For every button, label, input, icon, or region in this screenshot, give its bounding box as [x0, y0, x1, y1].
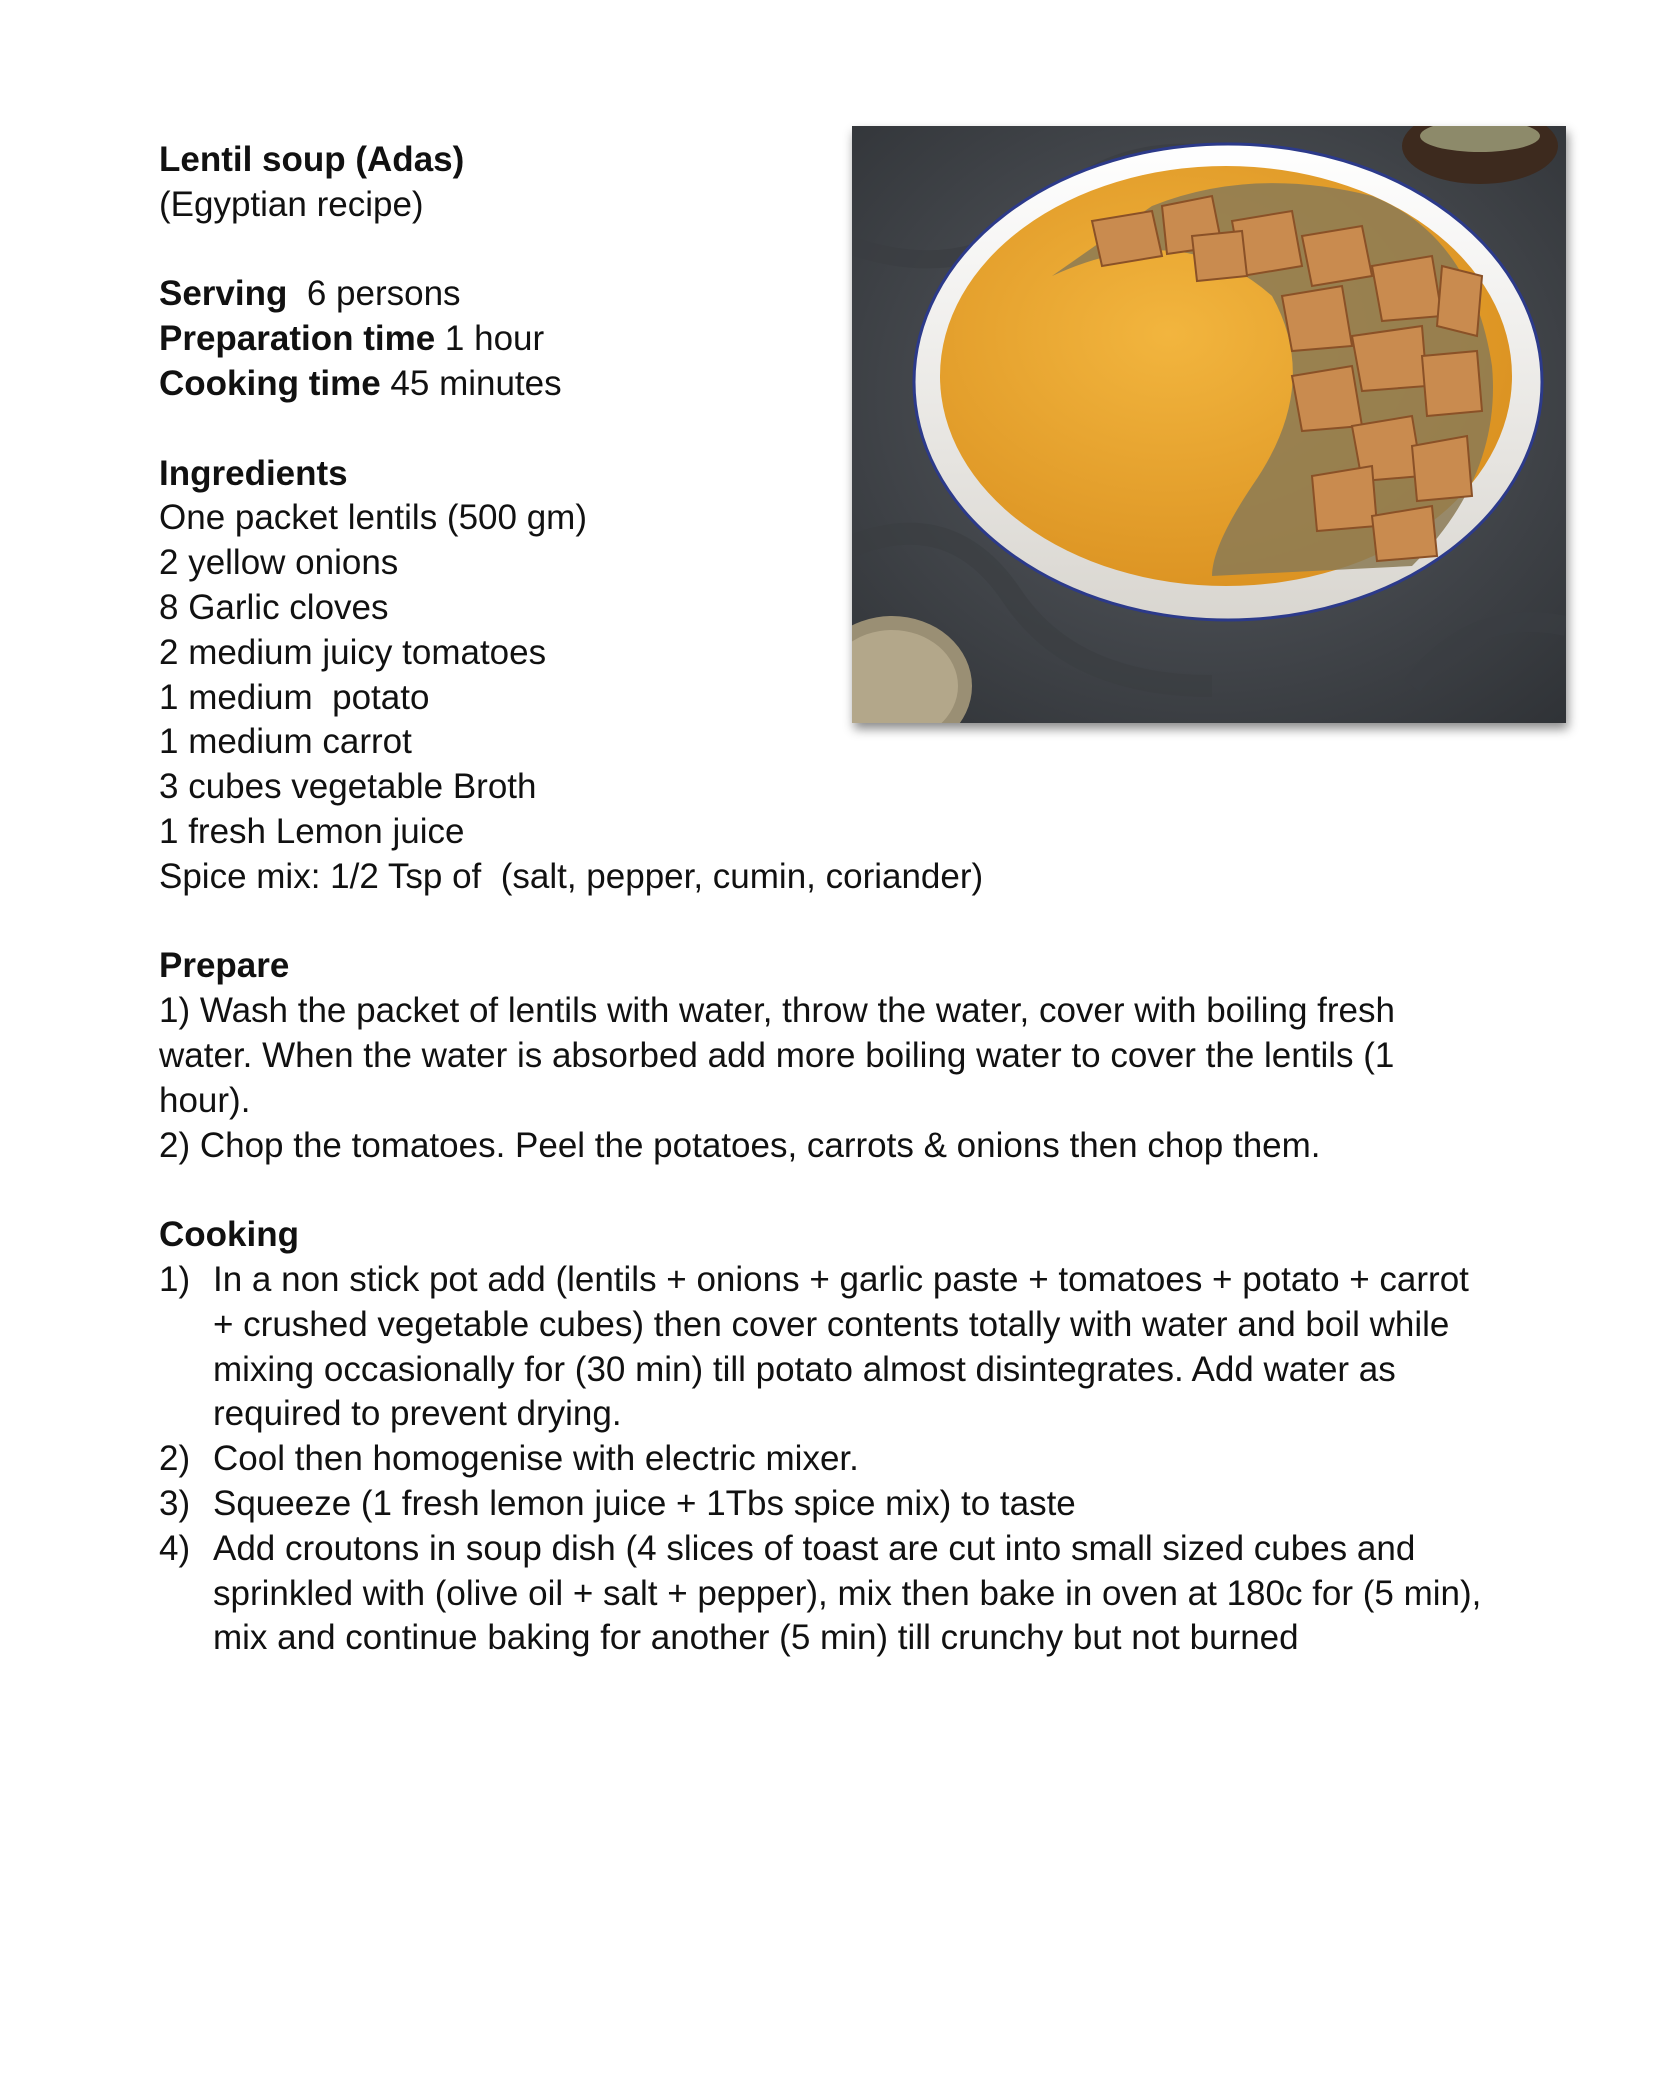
ingredients-heading: Ingredients [159, 453, 348, 493]
meta-serving: Serving 6 persons [159, 274, 461, 314]
ingredient-item: 2 yellow onions [159, 543, 399, 583]
ingredient-item: 1 medium carrot [159, 722, 412, 762]
cooking-step-number: 2) [159, 1439, 191, 1479]
ingredient-item: One packet lentils (500 gm) [159, 498, 587, 538]
cooking-step [159, 1437, 1499, 1482]
cooking-step-text: Add croutons in soup dish (4 slices of toast are cut into small sized cubes and sprinkled with (olive oil + salt + pepper), mix then bake in oven at 180c for (5 min), mix and continue baking for another (5 min) till crunchy but not burned [213, 1528, 1482, 1658]
cooking-step [159, 1527, 1499, 1661]
ingredient-item: 8 Garlic cloves [159, 587, 389, 627]
ingredient-item: 1 medium potato [159, 677, 430, 717]
prepare-step: 2) Chop the tomatoes. Peel the potatoes, carrots & onions then chop them. [159, 1125, 1321, 1165]
cooking-step-number: 4) [159, 1528, 191, 1568]
ingredient-item: 2 medium juicy tomatoes [159, 632, 547, 672]
cooking-steps-list [159, 1258, 1499, 1661]
cooking-step-text: In a non stick pot add (lentils + onions + garlic paste + tomatoes + potato + carrot + crushed vegetable cubes) then cover contents totally with water and boil while mixing occasionally for (30 min) till potato almost disintegrates. Add water as required to prevent drying. [213, 1259, 1469, 1434]
prepare-heading: Prepare [159, 946, 290, 986]
recipe-title: Lentil soup (Adas) [159, 140, 465, 179]
ingredient-item: Spice mix: 1/2 Tsp of (salt, pepper, cumin, coriander) [159, 856, 984, 896]
cooking-step [159, 1482, 1499, 1527]
cooking-step [159, 1258, 1499, 1437]
cooking-step-number: 3) [159, 1483, 191, 1523]
meta-cooking-time: Cooking time 45 minutes [159, 363, 562, 403]
meta-preparation-time: Preparation time 1 hour [159, 319, 545, 359]
prepare-step: 1) Wash the packet of lentils with water, throw the water, cover with boiling fresh water. When the water is absorbed add more boiling water to cover the lentils (1 hour). [159, 991, 1395, 1120]
cooking-heading: Cooking [159, 1215, 299, 1255]
cooking-step-text: Squeeze (1 fresh lemon juice + 1Tbs spice mix) to taste [213, 1483, 1076, 1523]
ingredient-item: 3 cubes vegetable Broth [159, 767, 537, 807]
cooking-step-number: 1) [159, 1259, 191, 1299]
recipe-text [159, 138, 1499, 1661]
recipe-subtitle: (Egyptian recipe) [159, 184, 424, 224]
ingredient-item: 1 fresh Lemon juice [159, 811, 465, 851]
cooking-step-text: Cool then homogenise with electric mixer. [213, 1439, 859, 1479]
